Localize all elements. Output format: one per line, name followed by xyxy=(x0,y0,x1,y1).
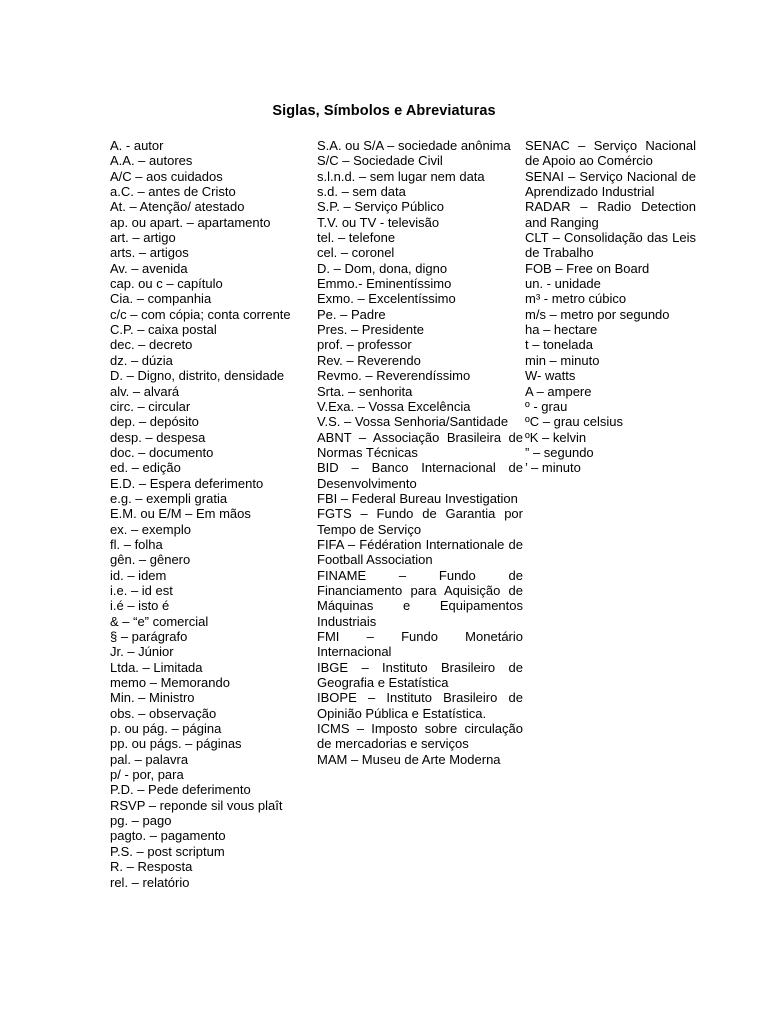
abbreviation-entry: A. - autor xyxy=(110,138,164,153)
abbreviation-entry: Min. – Ministro xyxy=(110,690,195,706)
abbreviation-entry: FGTS – Fundo de Garantia por Tempo de Serviço xyxy=(317,506,523,537)
abbreviation-entry: BID – Banco Internacional de Desenvolvimento xyxy=(317,460,523,491)
abbreviation-entry: cel. – coronel xyxy=(317,245,395,261)
abbreviation-entry: Pe. – Padre xyxy=(317,306,386,322)
abbreviation-column-2 xyxy=(317,138,523,767)
abbreviation-entry: pal. – palavra xyxy=(110,751,189,767)
abbreviation-entry: id. – idem xyxy=(110,567,167,583)
abbreviation-entry: S.P. – Serviço Público xyxy=(317,199,444,215)
abbreviation-entry: i.é – isto é xyxy=(110,598,170,614)
abbreviation-entry: arts. – artigos xyxy=(110,245,189,261)
abbreviation-entry: Cia. – companhia xyxy=(110,291,212,307)
abbreviation-entry: circ. – circular xyxy=(110,398,191,414)
abbreviation-entry: Emmo.- Eminentíssimo xyxy=(317,276,452,292)
abbreviation-entry: rel. – relatório xyxy=(110,874,190,890)
abbreviation-entry: S/C – Sociedade Civil xyxy=(317,153,443,169)
abbreviation-entry: gên. – gênero xyxy=(110,552,191,568)
abbreviation-entry: min – minuto xyxy=(525,352,600,368)
abbreviation-entry: D. – Dom, dona, digno xyxy=(317,260,448,276)
abbreviation-entry: R. – Resposta xyxy=(110,859,193,875)
abbreviation-entry: ICMS – Imposto sobre circulação de mercadorias e serviços xyxy=(317,721,523,752)
page-title: Siglas, Símbolos e Abreviaturas xyxy=(272,103,496,119)
abbreviation-entry: FMI – Fundo Monetário Internacional xyxy=(317,629,523,660)
abbreviation-entry: MAM – Museu de Arte Moderna xyxy=(317,751,501,767)
abbreviation-entry: P.S. – post scriptum xyxy=(110,843,225,859)
abbreviation-entry: IBOPE – Instituto Brasileiro de Opinião Pública e Estatística. xyxy=(317,690,523,721)
abbreviation-entry: & – “e” comercial xyxy=(110,613,209,629)
abbreviation-entry: alv. – alvará xyxy=(110,383,180,399)
abbreviation-entry: Srta. – senhorita xyxy=(317,383,413,399)
abbreviation-entry: s.l.n.d. – sem lugar nem data xyxy=(317,168,485,184)
abbreviation-entry: S.A. ou S/A – sociedade anônima xyxy=(317,138,511,153)
abbreviation-entry: desp. – despesa xyxy=(110,429,206,445)
abbreviation-entry: E.M. ou E/M – Em mãos xyxy=(110,506,251,522)
abbreviation-entry: E.D. – Espera deferimento xyxy=(110,475,264,491)
abbreviation-entry: dz. – dúzia xyxy=(110,352,173,368)
abbreviation-entry: Revmo. – Reverendíssimo xyxy=(317,368,471,384)
abbreviation-entry: Pres. – Presidente xyxy=(317,322,424,338)
abbreviation-entry: RSVP – reponde sil vous plaît xyxy=(110,797,283,813)
abbreviation-entry: SENAI – Serviço Nacional de Aprendizado Industrial xyxy=(525,168,696,200)
abbreviation-entry: fl. – folha xyxy=(110,536,163,552)
abbreviation-entry: P.D. – Pede deferimento xyxy=(110,782,251,798)
abbreviation-entry: Av. – avenida xyxy=(110,260,188,276)
abbreviation-entry: obs. – observação xyxy=(110,705,217,721)
abbreviation-entry: ” – segundo xyxy=(525,444,594,460)
abbreviation-entry: m/s – metro por segundo xyxy=(525,306,670,322)
abbreviation-entry: pagto. – pagamento xyxy=(110,828,226,844)
abbreviation-entry: A/C – aos cuidados xyxy=(110,168,223,184)
abbreviation-entry: V.S. – Vossa Senhoria/Santidade xyxy=(317,414,509,430)
abbreviation-entry: IBGE – Instituto Brasileiro de Geografia e Estatística xyxy=(317,659,523,691)
abbreviation-entry: pg. – pago xyxy=(110,813,172,829)
abbreviation-entry: At. – Atenção/ atestado xyxy=(110,199,245,215)
abbreviation-entry: p/ - por, para xyxy=(110,767,184,783)
abbreviation-entry: W- watts xyxy=(525,368,576,384)
abbreviation-entry: cap. ou c – capítulo xyxy=(110,276,223,292)
abbreviation-entry: CLT – Consolidação das Leis de Trabalho xyxy=(525,230,696,261)
abbreviation-entry: e.g. – exempli gratia xyxy=(110,490,228,506)
abbreviation-entry: un. - unidade xyxy=(525,276,601,292)
abbreviation-entry: ABNT – Associação Brasileira de Normas Técnicas xyxy=(317,429,523,460)
abbreviation-entry: t – tonelada xyxy=(525,337,593,353)
abbreviation-entry: D. – Digno, distrito, densidade xyxy=(110,368,285,384)
abbreviation-entry: T.V. ou TV - televisão xyxy=(317,214,440,230)
abbreviation-entry: ºK – kelvin xyxy=(525,429,587,445)
abbreviation-entry: m³ - metro cúbico xyxy=(525,291,627,307)
abbreviation-entry: art. – artigo xyxy=(110,230,176,246)
abbreviation-entry: dec. – decreto xyxy=(110,337,193,353)
abbreviation-entry: Jr. – Júnior xyxy=(110,644,174,660)
abbreviation-entry: c/c – com cópia; conta corrente xyxy=(110,306,291,322)
abbreviation-entry: doc. – documento xyxy=(110,444,214,460)
abbreviation-column-1 xyxy=(110,138,316,890)
abbreviation-entry: FBI – Federal Bureau Investigation xyxy=(317,490,518,506)
abbreviation-entry: FIFA – Fédération Internationale de Football Association xyxy=(317,536,523,568)
abbreviation-entry: A.A. – autores xyxy=(110,153,193,169)
abbreviation-entry: Rev. – Reverendo xyxy=(317,352,421,368)
abbreviation-entry: ex. – exemplo xyxy=(110,521,191,537)
abbreviation-entry: i.e. – id est xyxy=(110,582,173,598)
abbreviation-entry: FINAME – Fundo de Financiamento para Aquisição de Máquinas e Equipamentos Industriais xyxy=(317,567,523,629)
abbreviation-entry: ºC – grau celsius xyxy=(525,414,623,430)
abbreviation-entry: ed. – edição xyxy=(110,460,181,476)
abbreviation-entry: p. ou pág. – página xyxy=(110,721,222,737)
abbreviation-entry: memo – Memorando xyxy=(110,675,230,691)
abbreviation-entry: C.P. – caixa postal xyxy=(110,322,217,338)
abbreviation-entry: tel. – telefone xyxy=(317,230,396,246)
abbreviation-entry: a.C. – antes de Cristo xyxy=(110,184,236,200)
abbreviation-entry: dep. – depósito xyxy=(110,414,199,430)
abbreviation-entry: s.d. – sem data xyxy=(317,184,406,200)
abbreviation-entry: RADAR – Radio Detection and Ranging xyxy=(525,199,696,230)
abbreviation-entry: ha – hectare xyxy=(525,322,598,338)
abbreviation-entry: A – ampere xyxy=(525,383,592,399)
abbreviation-entry: V.Exa. – Vossa Excelência xyxy=(317,398,471,414)
abbreviation-entry: prof. – professor xyxy=(317,337,412,353)
abbreviation-entry: FOB – Free on Board xyxy=(525,260,650,276)
abbreviation-column-3 xyxy=(525,138,696,476)
abbreviation-entry: º - grau xyxy=(525,398,568,414)
abbreviation-entry: § – parágrafo xyxy=(110,629,188,644)
abbreviation-entry: ’ – minuto xyxy=(525,460,581,476)
abbreviation-entry: pp. ou págs. – páginas xyxy=(110,736,242,752)
abbreviation-entry: Exmo. – Excelentíssimo xyxy=(317,291,456,307)
abbreviation-entry: Ltda. – Limitada xyxy=(110,659,203,675)
abbreviation-entry: ap. ou apart. – apartamento xyxy=(110,214,271,230)
abbreviation-entry: SENAC – Serviço Nacional de Apoio ao Comércio xyxy=(525,138,696,169)
